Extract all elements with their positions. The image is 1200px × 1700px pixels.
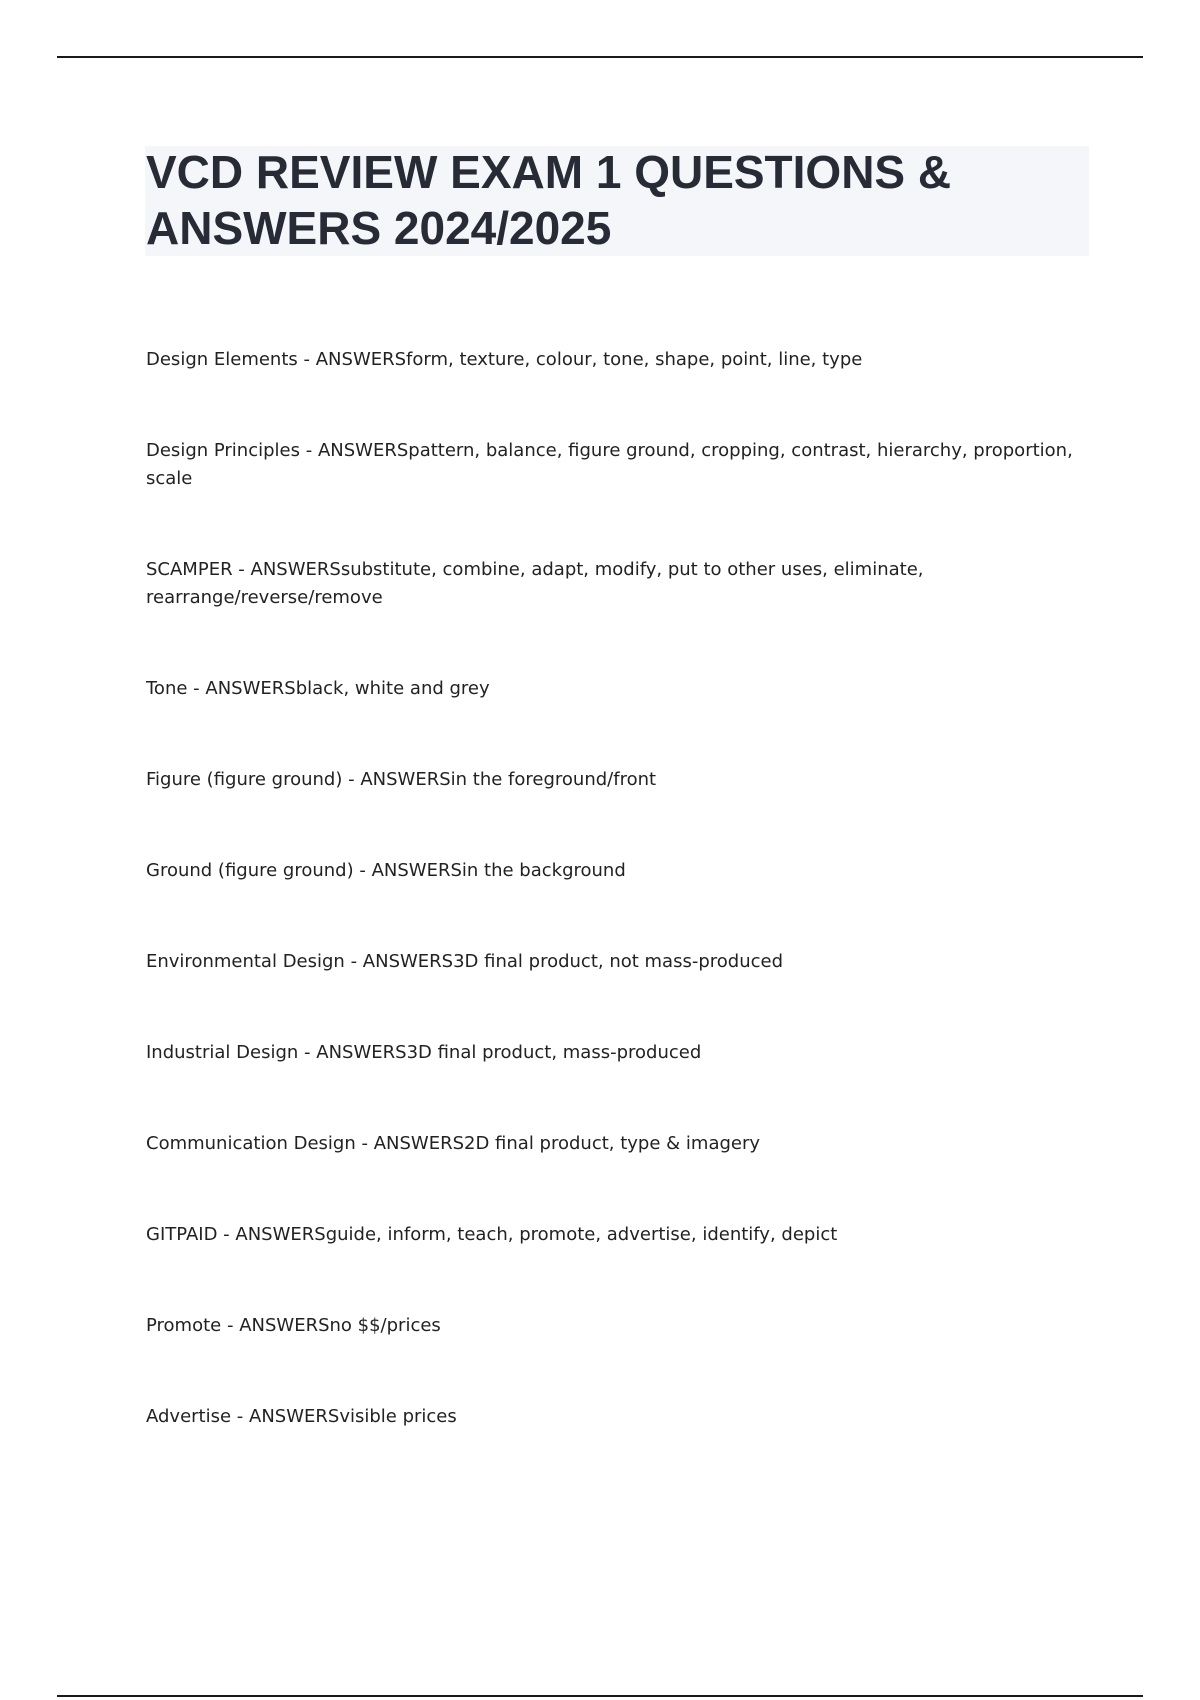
qa-answer-prefix: ANSWERS: [373, 1133, 465, 1154]
qa-item: [146, 1312, 1076, 1340]
top-rule: [57, 56, 1143, 58]
qa-term: Tone: [146, 678, 188, 699]
qa-item: [146, 948, 1076, 976]
qa-separator: -: [355, 1133, 374, 1154]
qa-separator: -: [342, 769, 361, 790]
qa-term: Design Principles: [146, 440, 300, 461]
qa-answer-prefix: ANSWERS: [371, 860, 462, 881]
qa-item: [146, 437, 1076, 493]
qa-list: [146, 346, 1076, 1431]
qa-separator: -: [221, 1315, 240, 1336]
qa-answer: substitute, combine, adapt, modify, put to other uses, eliminate, rearrange/reverse/remove: [146, 559, 924, 608]
qa-item: [146, 675, 1076, 703]
qa-item: [146, 766, 1076, 794]
qa-separator: -: [232, 559, 251, 580]
qa-term: Advertise: [146, 1406, 232, 1427]
qa-answer-prefix: ANSWERS: [360, 769, 451, 790]
qa-answer-prefix: ANSWERS: [250, 559, 341, 580]
qa-item: [146, 1130, 1076, 1158]
qa-item: [146, 1039, 1076, 1067]
qa-answer-prefix: ANSWERS: [239, 1315, 330, 1336]
qa-separator: -: [353, 860, 372, 881]
qa-term: Industrial Design: [146, 1042, 299, 1063]
qa-answer-prefix: ANSWERS: [316, 1042, 407, 1063]
qa-separator: -: [231, 1406, 250, 1427]
qa-answer: 3D final product, mass-produced: [406, 1042, 702, 1063]
qa-answer-prefix: ANSWERS: [205, 678, 296, 699]
qa-answer: 2D final product, type & imagery: [464, 1133, 761, 1154]
qa-item: [146, 556, 1076, 612]
qa-term: Promote: [146, 1315, 222, 1336]
qa-answer-prefix: ANSWERS: [249, 1406, 340, 1427]
qa-answer: in the foreground/front: [450, 769, 657, 790]
qa-term: Communication Design: [146, 1133, 356, 1154]
qa-separator: -: [300, 440, 318, 461]
qa-separator: -: [297, 349, 316, 370]
qa-separator: -: [344, 951, 363, 972]
qa-answer: black, white and grey: [295, 678, 490, 699]
qa-answer: pattern, balance, figure ground, cropping, contrast, hierarchy, proportion, scale: [146, 440, 1073, 489]
qa-item: [146, 857, 1076, 885]
qa-term: GITPAID: [146, 1224, 218, 1245]
qa-term: Figure (figure ground): [146, 769, 343, 790]
qa-term: Ground (figure ground): [146, 860, 354, 881]
qa-answer: 3D final product, not mass-produced: [453, 951, 784, 972]
qa-answer: form, texture, colour, tone, shape, point, line, type: [406, 349, 863, 370]
qa-answer: visible prices: [339, 1406, 457, 1427]
qa-answer-prefix: ANSWERS: [235, 1224, 326, 1245]
qa-separator: -: [187, 678, 206, 699]
qa-term: Design Elements: [146, 349, 298, 370]
qa-separator: -: [298, 1042, 317, 1063]
qa-answer-prefix: ANSWERS: [362, 951, 454, 972]
qa-answer: in the background: [461, 860, 626, 881]
document-title: VCD REVIEW EXAM 1 QUESTIONS & ANSWERS 2024/2025: [146, 146, 952, 254]
qa-answer-prefix: ANSWERS: [317, 440, 409, 461]
qa-separator: -: [217, 1224, 236, 1245]
qa-term: Environmental Design: [146, 951, 345, 972]
qa-term: SCAMPER: [146, 559, 233, 580]
qa-answer-prefix: ANSWERS: [315, 349, 407, 370]
qa-item: [146, 1403, 1076, 1431]
qa-answer: no $$/prices: [329, 1315, 441, 1336]
qa-item: [146, 346, 1076, 374]
qa-answer: guide, inform, teach, promote, advertise, identify, depict: [325, 1224, 838, 1245]
bottom-rule: [57, 1695, 1143, 1697]
qa-item: [146, 1221, 1076, 1249]
